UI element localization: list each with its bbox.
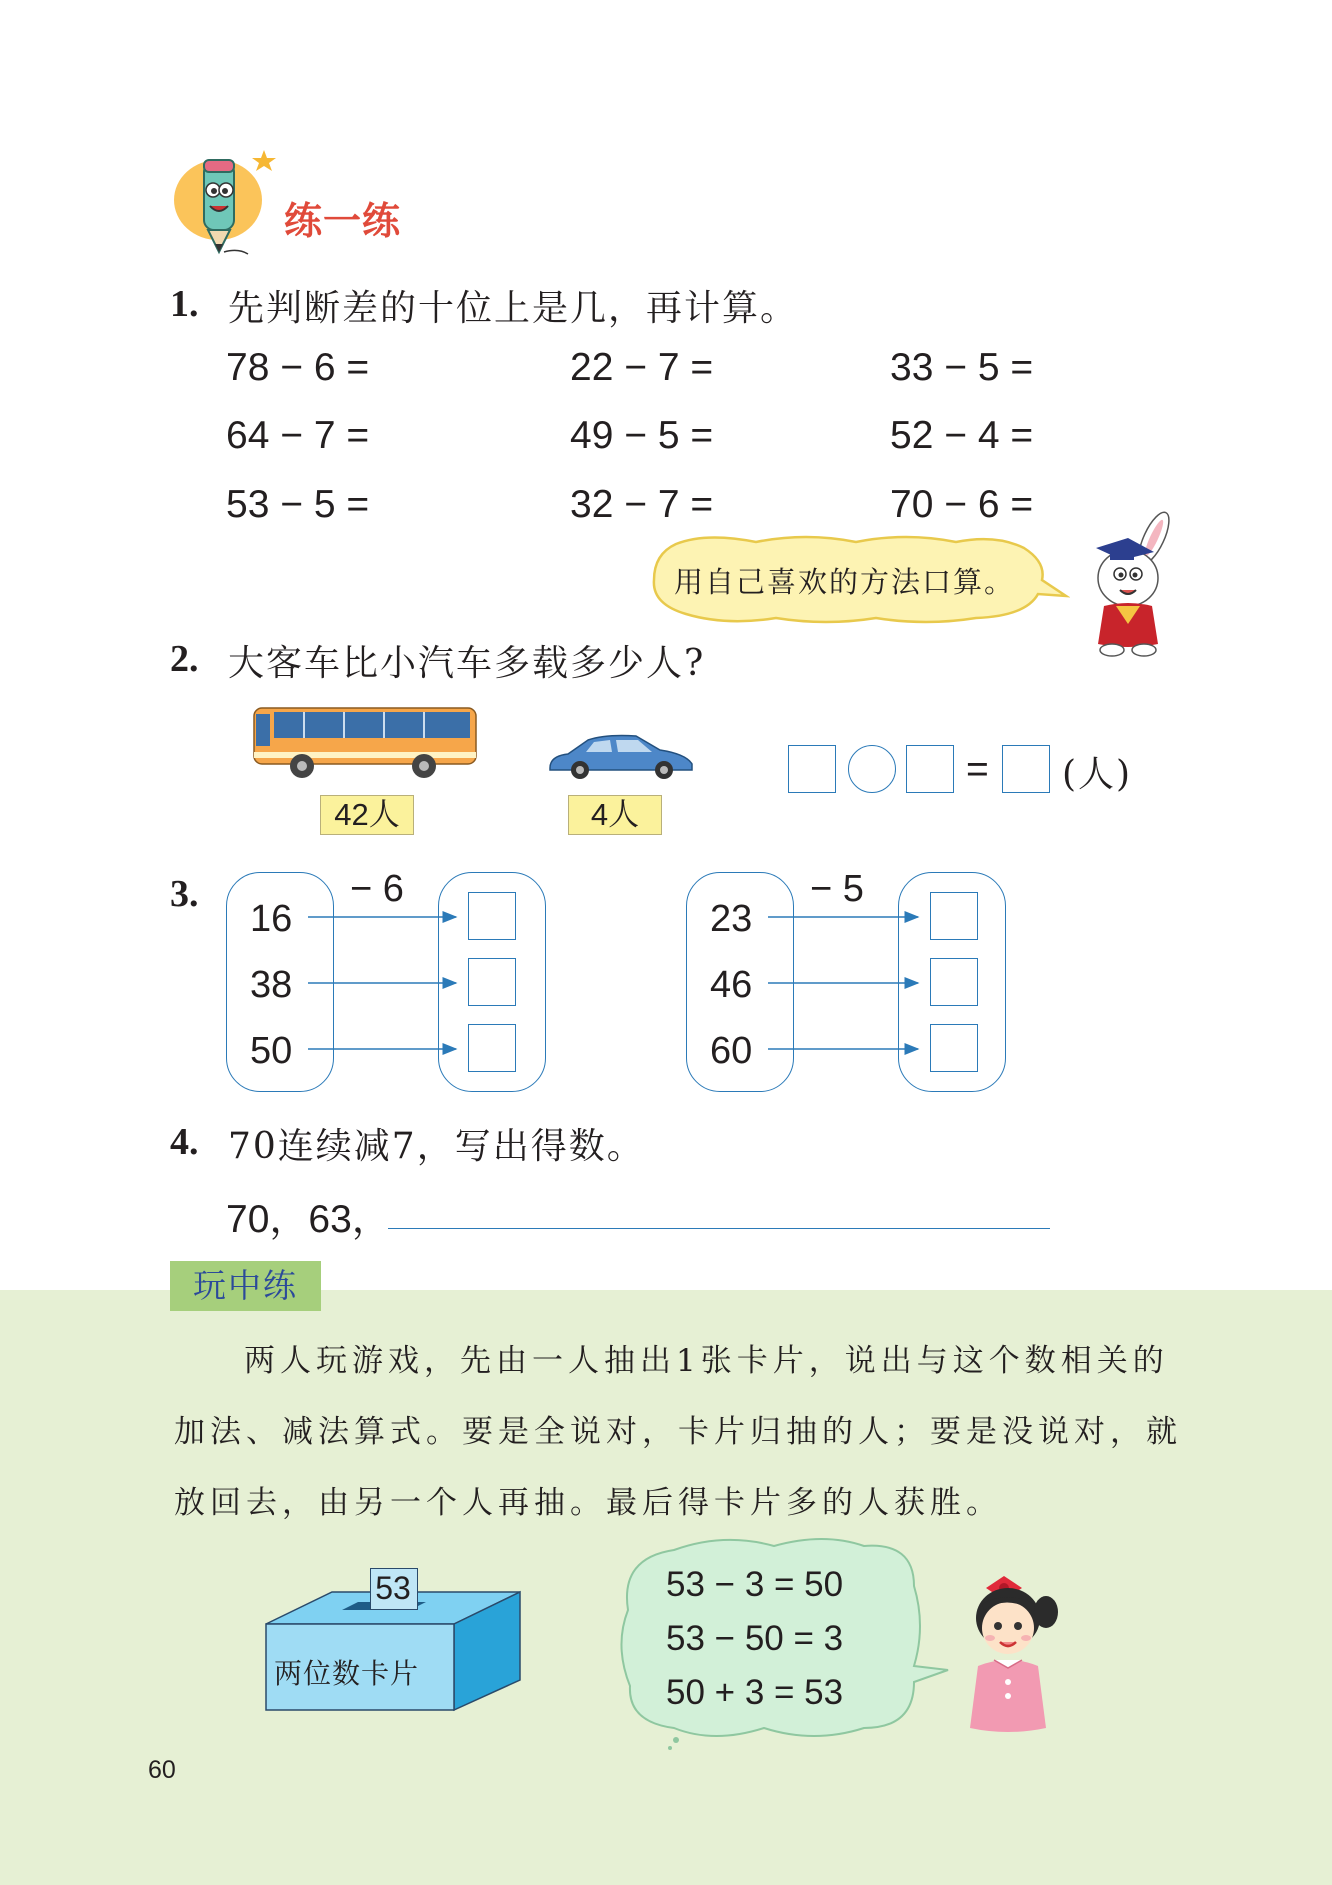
game-section-tag: 玩中练 (170, 1261, 321, 1311)
map-input: 46 (710, 964, 753, 1006)
q4-text: 70连续减7，写出得数。 (228, 1126, 645, 1167)
girl-mascot-icon (964, 1570, 1074, 1738)
map-input: 50 (250, 1030, 293, 1072)
q1-expr: 52 − 4 = (890, 414, 1034, 457)
q3-number: 3. (170, 873, 199, 915)
section-title: 练一练 (284, 199, 402, 243)
q1-expr: 53 − 5 = (226, 483, 370, 526)
q4-sequence-start: 70，63， (226, 1198, 391, 1241)
q4-answer-line[interactable] (388, 1228, 1050, 1229)
card-box-label: 两位数卡片 (274, 1657, 420, 1690)
q4-number: 4. (170, 1121, 199, 1163)
map-input: 38 (250, 964, 293, 1006)
unit-label: (人) (1062, 754, 1133, 795)
game-instructions-line: 加法、减法算式。要是全说对，卡片归抽的人；要是没说对，就 (174, 1414, 1182, 1450)
q1-text: 先判断差的十位上是几，再计算。 (228, 288, 799, 329)
q1-expr: 70 − 6 = (890, 483, 1034, 526)
q1-expr: 32 − 7 = (570, 483, 714, 526)
operator-label: − 6 (350, 868, 404, 910)
game-instructions-line: 放回去，由另一个人再抽。最后得卡片多的人获胜。 (174, 1485, 1002, 1521)
equation-line: 53 − 50 = 3 (666, 1619, 844, 1658)
operator-label: − 5 (810, 868, 864, 910)
car-label: 4人 (568, 795, 662, 835)
q1-expr: 49 − 5 = (570, 414, 714, 457)
bubble-text: 用自己喜欢的方法口算。 (674, 565, 1016, 599)
equation-line: 50 + 3 = 53 (666, 1673, 844, 1712)
q2-text: 大客车比小汽车多载多少人? (228, 643, 706, 684)
card-number: 53 (375, 1570, 411, 1606)
q1-expr: 22 − 7 = (570, 346, 714, 389)
q1-expr: 78 − 6 = (226, 346, 370, 389)
bus-label: 42人 (320, 795, 414, 835)
equation-line: 53 − 3 = 50 (666, 1565, 844, 1604)
q1-number: 1. (170, 283, 199, 325)
game-instructions-line: 两人玩游戏，先由一人抽出1张卡片，说出与这个数相关的 (244, 1343, 1169, 1379)
q1-expr: 64 − 7 = (226, 414, 370, 457)
map-input: 23 (710, 898, 753, 940)
equals-sign: = (966, 748, 989, 791)
q1-expr: 33 − 5 = (890, 346, 1034, 389)
q2-number: 2. (170, 638, 199, 680)
map-input: 16 (250, 898, 293, 940)
page-number: 60 (148, 1756, 176, 1784)
map-input: 60 (710, 1030, 753, 1072)
